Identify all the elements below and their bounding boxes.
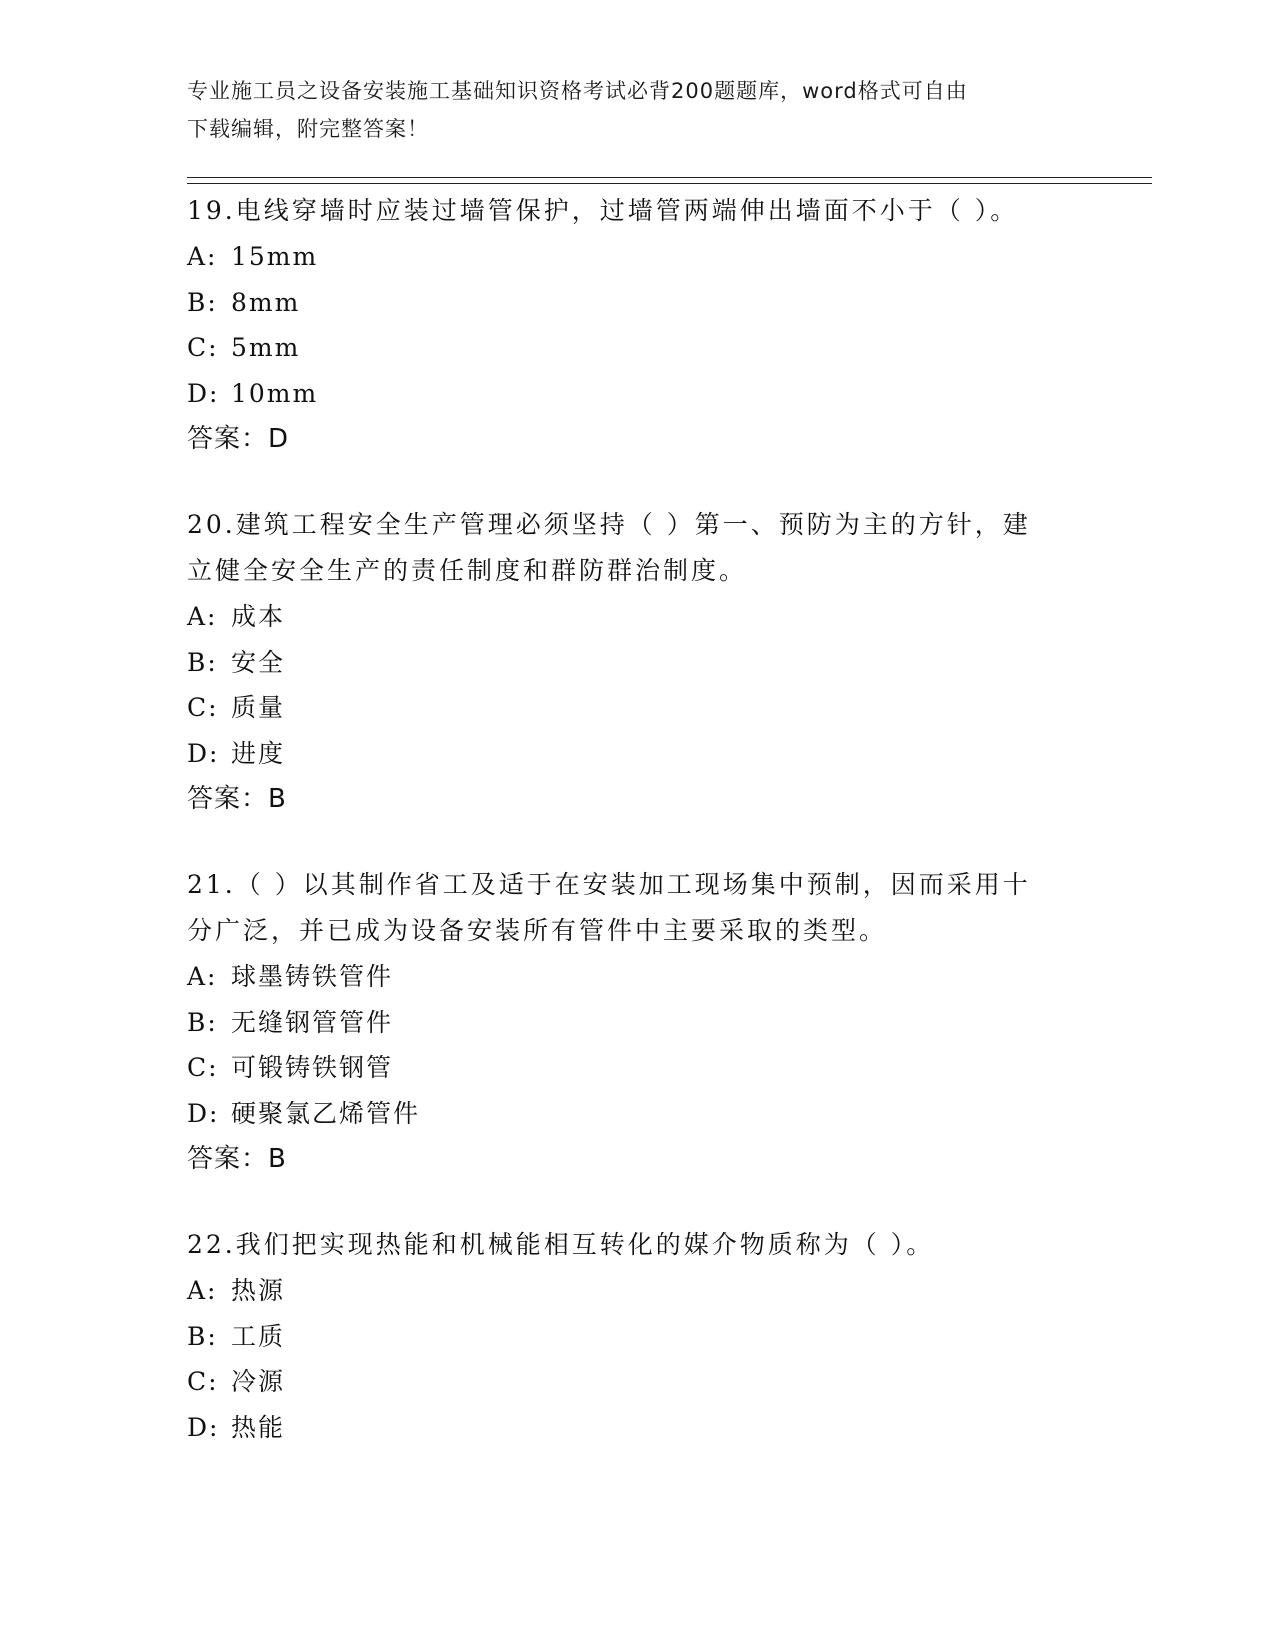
option-c [187, 685, 1087, 731]
option-letter: B: [187, 1321, 218, 1351]
option-a [187, 234, 1087, 280]
option-text: 热源 [231, 1276, 286, 1305]
option-a [187, 954, 1087, 1000]
option-text: 工质 [231, 1321, 286, 1351]
option-text: 冷源 [231, 1367, 286, 1396]
question-22 [187, 1222, 1087, 1450]
option-text: 热能 [231, 1412, 286, 1442]
option-c [187, 1045, 1087, 1091]
question-stem-line: 19.电线穿墙时应装过墙管保护，过墙管两端伸出墙面不小于（ ）。 [187, 196, 1019, 225]
option-text: 10mm [231, 378, 319, 408]
header-title-line-1: 专业施工员之设备安装施工基础知识资格考试必背200题题库，word格式可自由 [187, 79, 968, 103]
option-b [187, 280, 1087, 326]
option-letter: C: [187, 693, 219, 722]
header-title-line-2: 下载编辑，附完整答案！ [187, 117, 429, 141]
question-stem-line: 22.我们把实现热能和机械能相互转化的媒介物质称为（ ）。 [187, 1230, 935, 1259]
option-d [187, 371, 1087, 417]
option-letter: B: [187, 1007, 218, 1037]
option-text: 可锻铸铁钢管 [231, 1053, 394, 1082]
question-stem-line: 分广泛，并已成为设备安装所有管件中主要采取的类型。 [187, 916, 888, 945]
option-letter: D: [187, 1412, 220, 1442]
option-letter: D: [187, 738, 220, 768]
option-letter: A: [187, 602, 218, 631]
option-b [187, 1000, 1087, 1046]
question-stem-line: 21.（ ）以其制作省工及适于在安装加工现场集中预制，因而采用十 [187, 870, 1031, 899]
option-c [187, 1359, 1087, 1405]
option-letter: D: [187, 1098, 220, 1128]
option-letter: B: [187, 287, 218, 317]
option-text: 硬聚氯乙烯管件 [231, 1098, 421, 1128]
option-text: 15mm [231, 242, 319, 271]
option-d [187, 1091, 1087, 1137]
option-d [187, 1405, 1087, 1451]
option-text: 安全 [231, 647, 286, 677]
question-19 [187, 188, 1087, 462]
option-a [187, 594, 1087, 640]
option-text: 进度 [231, 738, 286, 768]
option-letter: A: [187, 962, 218, 991]
header-divider-top [187, 177, 1152, 178]
question-list [187, 188, 1087, 1490]
question-stem-line: 20.建筑工程安全生产管理必须坚持（ ）第一、预防为主的方针，建 [187, 510, 1031, 539]
option-letter: A: [187, 242, 218, 271]
question-20 [187, 502, 1087, 822]
option-letter: C: [187, 333, 219, 362]
option-text: 成本 [231, 602, 286, 631]
option-text: 无缝钢管管件 [231, 1007, 394, 1037]
option-text: 质量 [231, 693, 286, 722]
option-letter: A: [187, 1276, 218, 1305]
answer-line: 答案：D [187, 424, 290, 454]
option-letter: D: [187, 378, 220, 408]
option-letter: C: [187, 1053, 219, 1082]
answer-line: 答案：B [187, 1144, 287, 1174]
document-header [187, 72, 1087, 148]
answer-line: 答案：B [187, 784, 287, 814]
option-text: 球墨铸铁管件 [231, 962, 394, 991]
question-21 [187, 862, 1087, 1182]
option-a [187, 1268, 1087, 1314]
option-c [187, 325, 1087, 371]
option-b [187, 1314, 1087, 1360]
option-text: 8mm [231, 287, 301, 317]
header-divider-bottom [187, 183, 1152, 184]
option-text: 5mm [231, 333, 301, 362]
option-b [187, 640, 1087, 686]
option-d [187, 731, 1087, 777]
option-letter: C: [187, 1367, 219, 1396]
question-stem-line: 立健全安全生产的责任制度和群防群治制度。 [187, 556, 748, 585]
option-letter: B: [187, 647, 218, 677]
